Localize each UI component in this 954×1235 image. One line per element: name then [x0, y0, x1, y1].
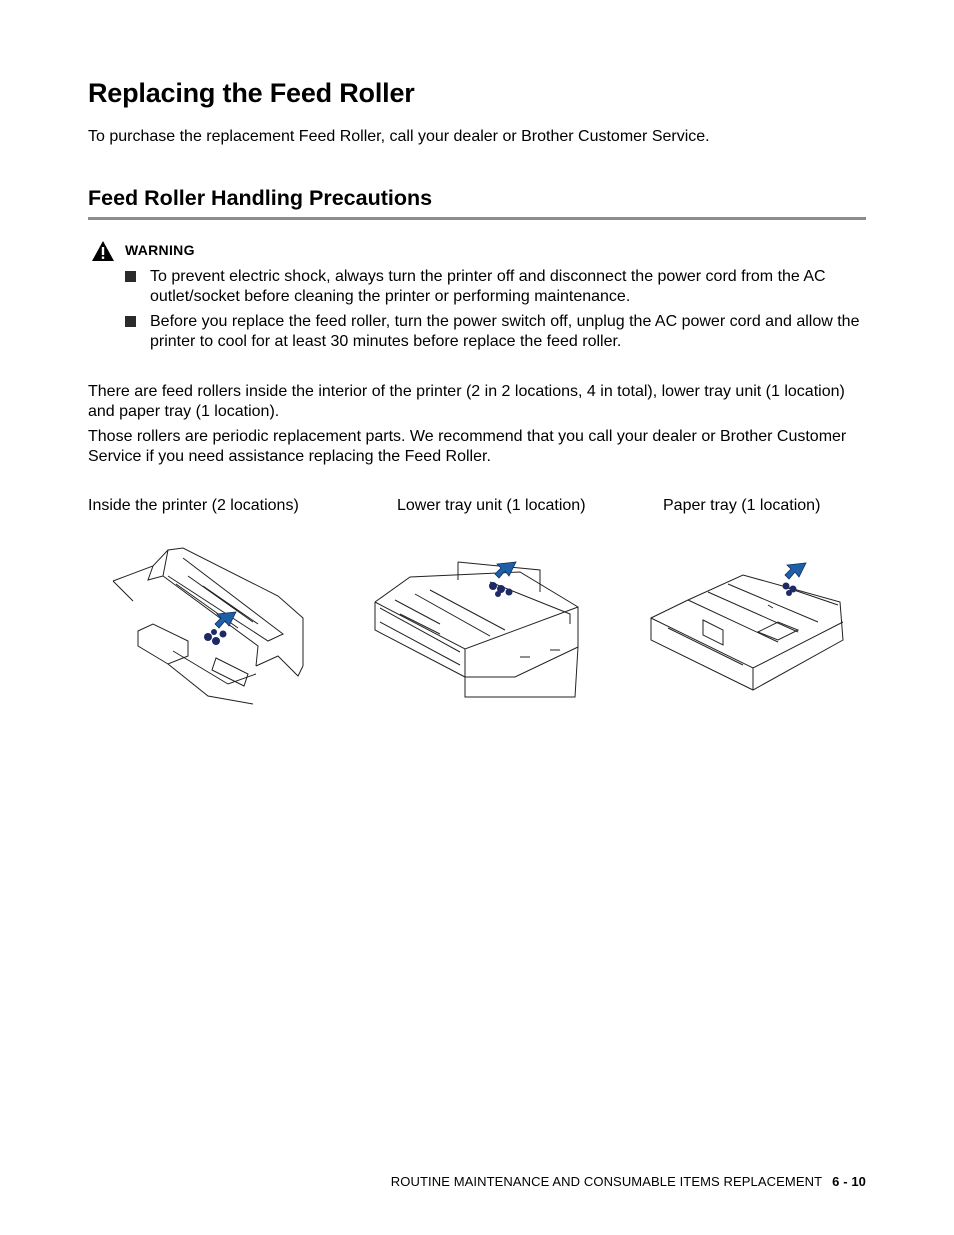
paper-tray-illustration [648, 560, 848, 695]
warning-item [124, 312, 866, 352]
body-paragraph: There are feed rollers inside the interior of the printer (2 in 2 locations, 4 in total), lower tray unit (1 location) and paper tray (1 location). [88, 383, 845, 420]
section-divider [88, 217, 866, 220]
warning-item [124, 267, 866, 307]
warning-list [124, 267, 866, 357]
warning-triangle-icon [91, 240, 115, 262]
warning-item-text: To prevent electric shock, always turn the printer off and disconnect the power cord from the AC outlet/socket before cleaning the printer or performing maintenance. [150, 268, 826, 305]
warning-item-text: Before you replace the feed roller, turn the power switch off, unplug the AC power cord and allow the printer to cool for at least 30 minutes before replace the feed roller. [150, 313, 860, 350]
footer-chapter: ROUTINE MAINTENANCE AND CONSUMABLE ITEMS REPLACEMENT [390, 1174, 823, 1189]
section-title: Feed Roller Handling Precautions [88, 186, 433, 210]
figure-caption-paper-tray: Paper tray (1 location) [663, 497, 821, 514]
intro-text: To purchase the replacement Feed Roller, call your dealer or Brother Customer Service. [88, 128, 710, 145]
figure-caption-printer: Inside the printer (2 locations) [88, 497, 299, 514]
lower-tray-unit-illustration [370, 552, 585, 702]
warning-label: WARNING [125, 242, 195, 258]
page-footer [391, 1174, 866, 1189]
page-title: Replacing the Feed Roller [88, 78, 415, 108]
body-paragraph: Those rollers are periodic replacement parts. We recommend that you call your dealer or Brother Customer Service if you need assistance replacing the Feed Roller. [88, 428, 847, 465]
square-bullet-icon [125, 316, 136, 327]
page-number: 6 - 10 [832, 1174, 866, 1189]
square-bullet-icon [125, 271, 136, 282]
figure-caption-lower-tray: Lower tray unit (1 location) [397, 497, 586, 514]
printer-interior-illustration [108, 546, 308, 706]
